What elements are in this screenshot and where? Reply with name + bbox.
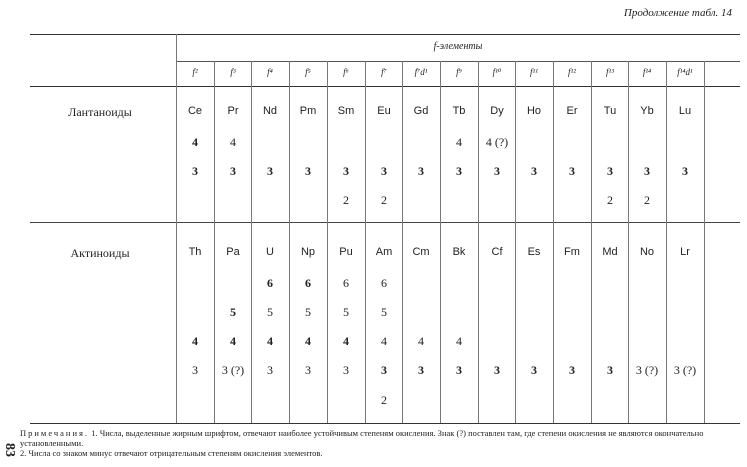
row-label-actinoids: Актиноиды — [70, 246, 130, 260]
element-symbol: Ce — [187, 105, 203, 117]
element-symbol: Bk — [452, 246, 466, 258]
table-continuation-caption: Продолжение табл. 14 — [623, 7, 732, 19]
oxidation-state: 3 — [305, 363, 311, 377]
element-symbol: Lu — [678, 105, 692, 117]
column-rule — [704, 61, 705, 423]
header-bottom-rule — [30, 86, 740, 87]
oxidation-state: 3 — [381, 363, 387, 377]
oxidation-state: 3 (?) — [673, 363, 697, 377]
column-header: f¹¹ — [530, 67, 538, 77]
column-header: f⁹ — [456, 67, 462, 77]
element-symbol: Dy — [490, 105, 504, 117]
oxidation-state: 5 — [267, 305, 273, 319]
oxidation-state: 3 — [343, 363, 349, 377]
oxidation-state: 3 — [192, 363, 198, 377]
oxidation-state: 4 — [456, 135, 462, 149]
oxidation-state: 4 — [456, 334, 462, 348]
oxidation-state: 3 — [456, 363, 462, 377]
oxidation-state: 4 — [305, 334, 311, 348]
oxidation-state: 3 — [418, 164, 424, 178]
note-2: 2. Числа со знаком минус отвечают отрицательным степеням окисления элементов. — [20, 448, 323, 458]
oxidation-state: 3 — [607, 363, 613, 377]
oxidation-state: 4 — [192, 334, 198, 348]
column-header: f⁴ — [267, 67, 273, 77]
page-number: 83 — [2, 443, 17, 457]
element-symbol: Lr — [680, 246, 690, 258]
oxidation-state: 5 — [305, 305, 311, 319]
oxidation-state: 2 — [381, 193, 387, 207]
oxidation-state: 2 — [343, 193, 349, 207]
oxidation-state: 6 — [381, 276, 387, 290]
oxidation-state: 3 — [569, 363, 575, 377]
oxidation-state: 3 — [494, 164, 500, 178]
oxidation-state: 3 — [381, 164, 387, 178]
element-symbol: Es — [527, 246, 541, 258]
oxidation-state: 3 — [267, 363, 273, 377]
oxidation-state: 5 — [230, 305, 236, 319]
column-header: f⁵ — [305, 67, 311, 77]
oxidation-state: 4 — [267, 334, 273, 348]
element-symbol: Pa — [226, 246, 240, 258]
row-label-lanthanoids: Лантаноиды — [68, 105, 132, 119]
column-header: f¹⁴ — [642, 67, 652, 77]
element-symbol: Ho — [526, 105, 542, 117]
column-header: f⁷d¹ — [414, 67, 428, 77]
element-symbol: Tb — [452, 105, 466, 117]
oxidation-state: 5 — [381, 305, 387, 319]
element-symbol: Np — [300, 246, 316, 258]
element-symbol: Gd — [413, 105, 429, 117]
element-symbol: Eu — [377, 105, 391, 117]
oxidation-state: 4 — [192, 135, 198, 149]
column-header: f¹³ — [606, 67, 614, 77]
element-symbol: Yb — [640, 105, 654, 117]
oxidation-state: 3 — [607, 164, 613, 178]
section-divider-rule — [30, 222, 740, 223]
element-symbol: Er — [566, 105, 578, 117]
element-symbol: Pm — [299, 105, 317, 117]
oxidation-state: 3 — [343, 164, 349, 178]
notes-heading: Примечания. — [20, 428, 90, 438]
element-symbol: Sm — [337, 105, 355, 117]
oxidation-state: 4 — [381, 334, 387, 348]
oxidation-state: 3 — [644, 164, 650, 178]
oxidation-state: 5 — [343, 305, 349, 319]
element-symbol: U — [266, 246, 274, 258]
element-symbol: Th — [188, 246, 202, 258]
oxidation-state: 4 — [343, 334, 349, 348]
note-1: 1. Числа, выделенные жирным шрифтом, отвечают наиболее устойчивым степеням окисления. Знак (?) поставлен там, где степени окисления не являются окончательно установленными. — [20, 428, 704, 448]
table-notes — [20, 428, 742, 458]
oxidation-state: 3 — [494, 363, 500, 377]
oxidation-state: 6 — [343, 276, 349, 290]
column-header: f¹⁰ — [492, 67, 502, 77]
element-symbol: Cf — [491, 246, 503, 258]
oxidation-state: 3 — [305, 164, 311, 178]
element-symbol: Cm — [412, 246, 430, 258]
oxidation-state: 3 — [682, 164, 688, 178]
header-rule — [176, 61, 740, 62]
oxidation-state: 3 — [531, 164, 537, 178]
element-symbol: Pu — [339, 246, 353, 258]
oxidation-state: 3 — [418, 363, 424, 377]
element-symbol: No — [639, 246, 655, 258]
column-header: f² — [192, 67, 198, 77]
oxidation-state: 2 — [607, 193, 613, 207]
column-header: f¹⁴d¹ — [677, 67, 693, 77]
element-symbol: Fm — [564, 246, 580, 258]
column-header: f¹² — [568, 67, 576, 77]
oxidation-state: 2 — [644, 193, 650, 207]
oxidation-state: 3 — [192, 164, 198, 178]
oxidation-state: 4 — [418, 334, 424, 348]
oxidation-state: 3 (?) — [221, 363, 245, 377]
column-header: f⁷ — [381, 67, 387, 77]
oxidation-state: 3 — [456, 164, 462, 178]
element-symbol: Pr — [227, 105, 239, 117]
oxidation-state: 3 — [531, 363, 537, 377]
column-header: f³ — [230, 67, 236, 77]
element-symbol: Tu — [603, 105, 617, 117]
oxidation-state: 3 (?) — [635, 363, 659, 377]
oxidation-state: 3 — [569, 164, 575, 178]
oxidation-state: 2 — [381, 393, 387, 407]
oxidation-state: 4 — [230, 334, 236, 348]
column-header: f⁶ — [343, 67, 349, 77]
oxidation-state: 6 — [267, 276, 273, 290]
oxidation-state: 4 — [230, 135, 236, 149]
oxidation-state: 6 — [305, 276, 311, 290]
element-symbol: Am — [375, 246, 393, 258]
table-top-rule — [30, 34, 740, 35]
oxidation-state: 3 — [267, 164, 273, 178]
group-title: f-элементы — [433, 41, 483, 52]
oxidation-state: 4 (?) — [485, 135, 509, 149]
oxidation-state: 3 — [230, 164, 236, 178]
table-bottom-rule — [30, 423, 740, 424]
element-symbol: Md — [602, 246, 618, 258]
element-symbol: Nd — [262, 105, 278, 117]
